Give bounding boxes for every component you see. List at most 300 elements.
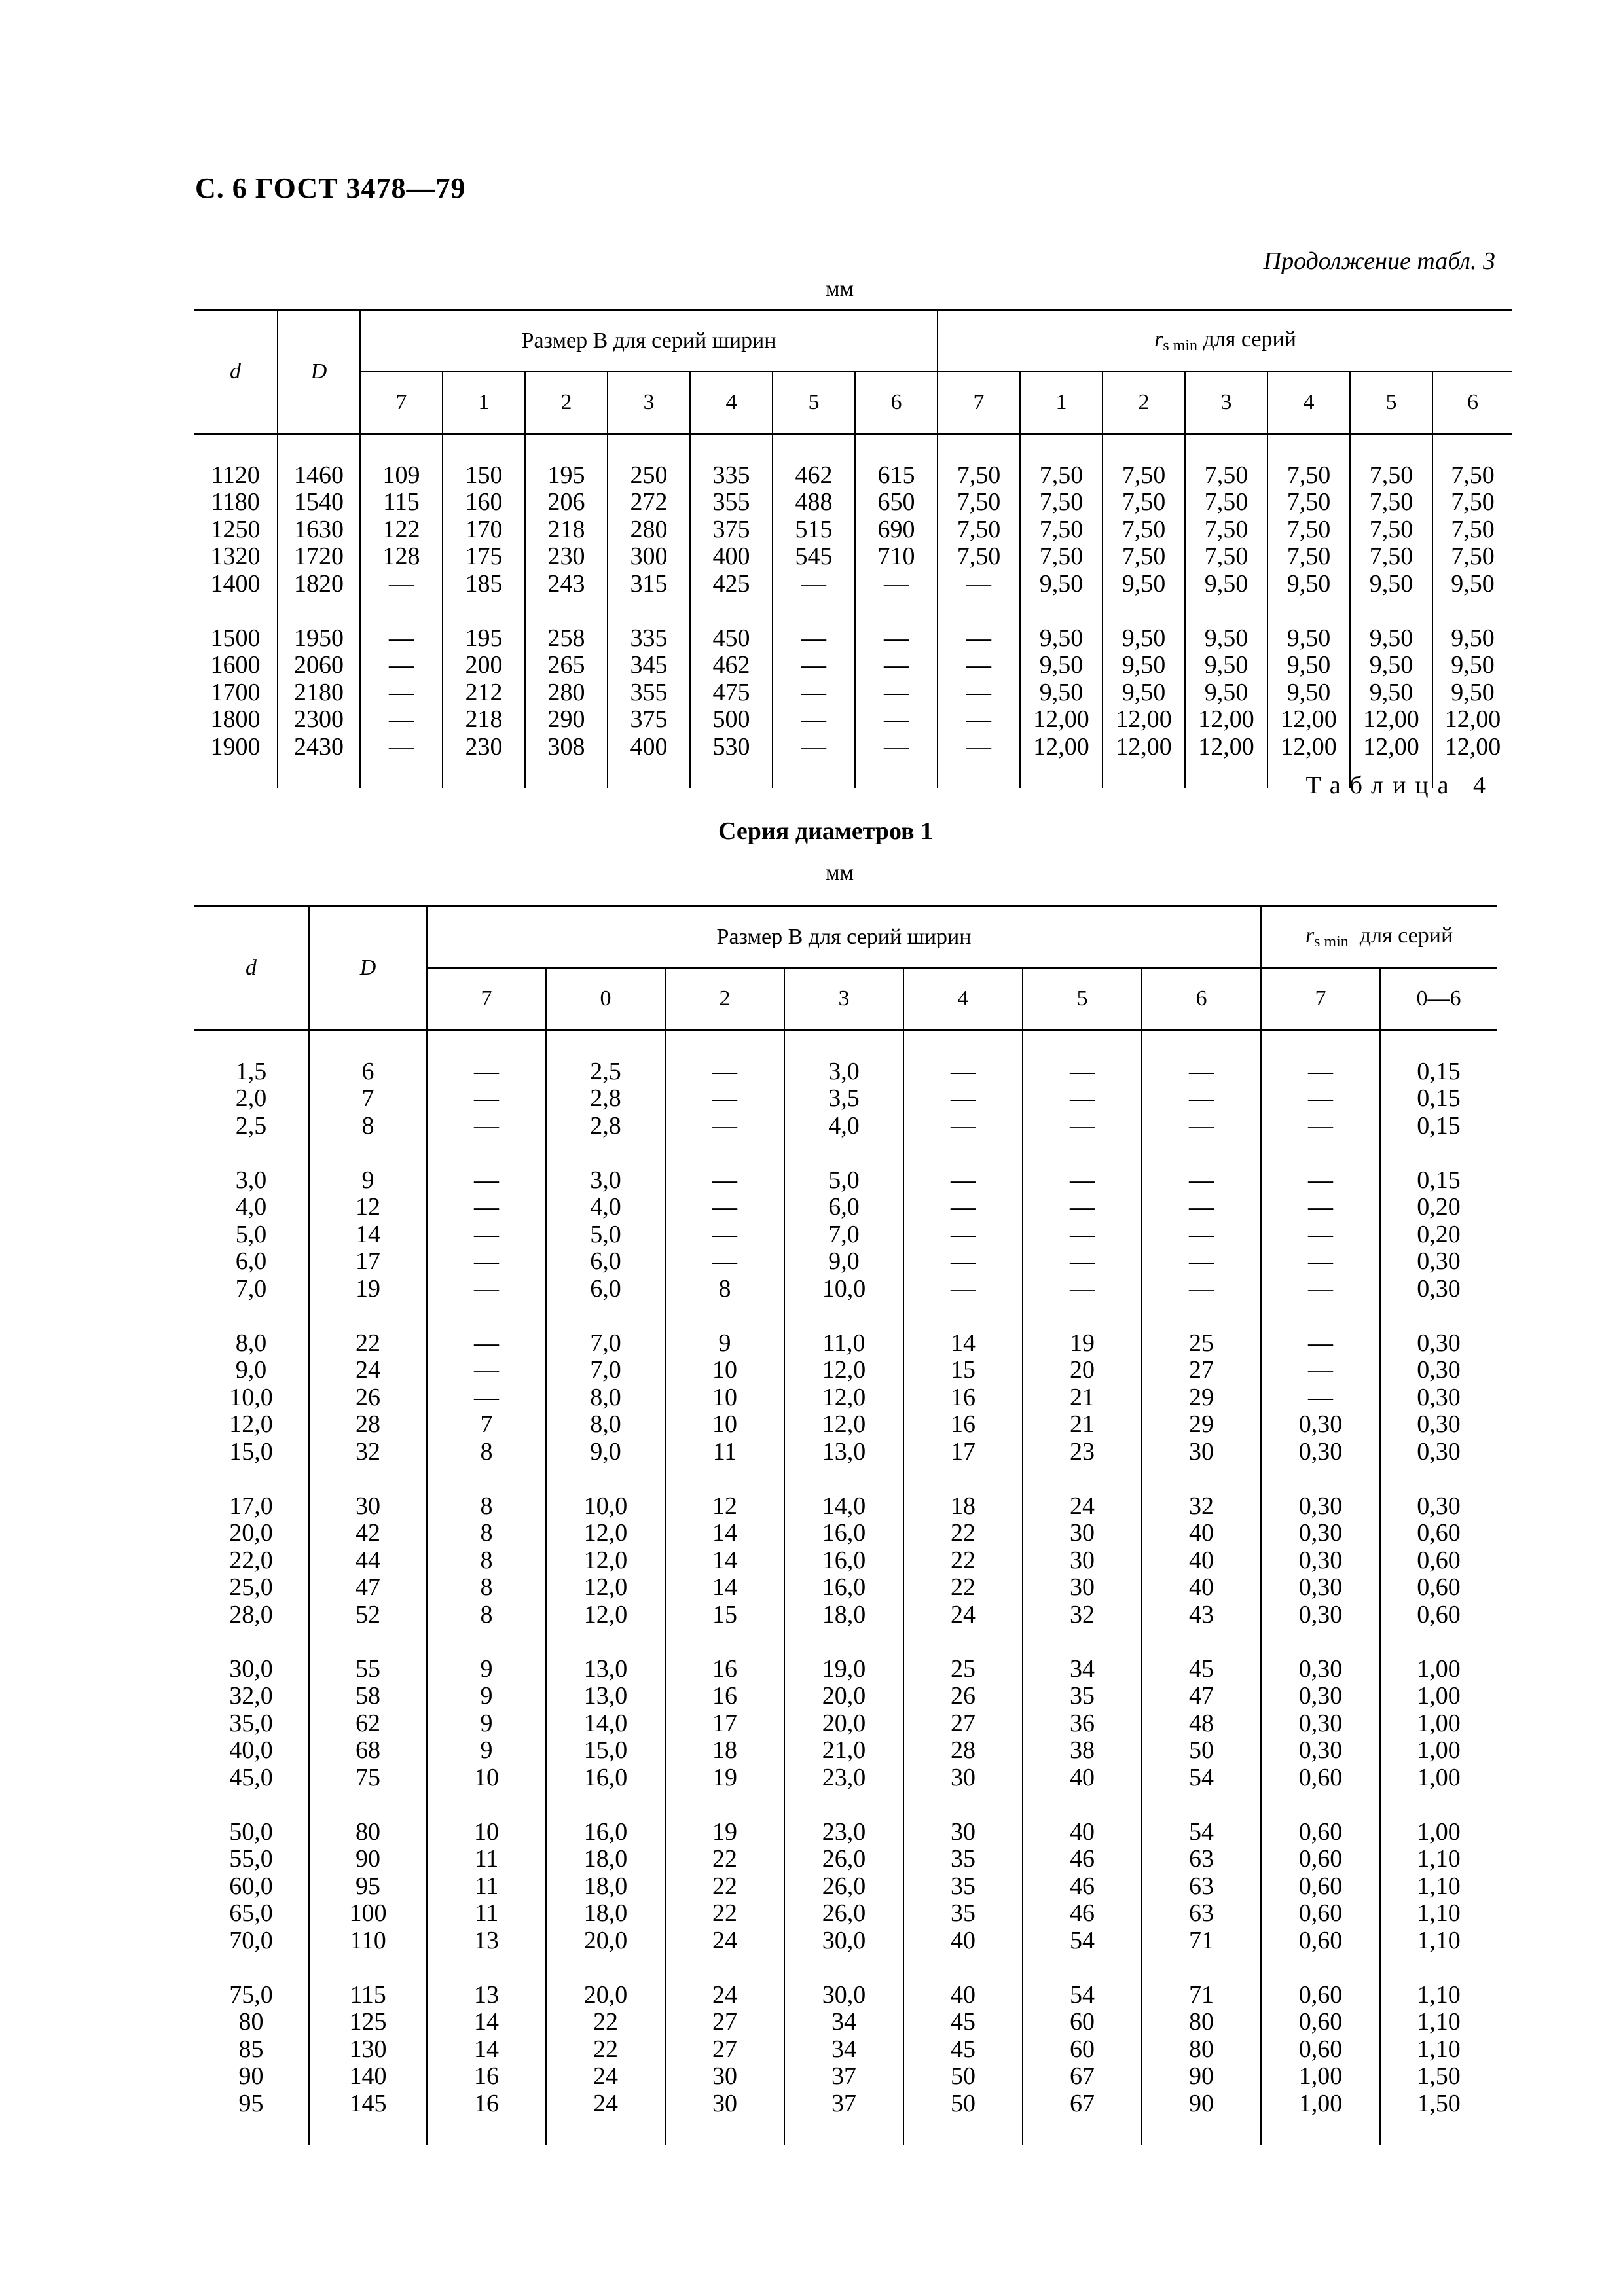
- table-cell: 16,0: [546, 1765, 665, 1792]
- table-cell: 36: [1023, 1710, 1142, 1738]
- table-cell: 7,0: [546, 1330, 665, 1357]
- table-cell: 75: [309, 1765, 427, 1792]
- subheader-r-7: 7: [938, 372, 1020, 434]
- table-cell: 17,0: [229, 1492, 273, 1520]
- table-cell: —: [360, 652, 443, 679]
- table-cell: —: [665, 1058, 784, 1086]
- table-row: [194, 1248, 1497, 1276]
- table-cell: 70,0: [229, 1926, 273, 1954]
- table-cell: 30,0: [229, 1655, 273, 1683]
- table-cell: 14: [903, 1330, 1023, 1357]
- table-cell: 0,30: [1380, 1493, 1497, 1520]
- table-cell: —: [938, 734, 1020, 761]
- table-cell: 0,60: [1380, 1602, 1497, 1629]
- table-cell: 6,0: [784, 1194, 903, 1221]
- table-cell: 3,0: [784, 1058, 903, 1086]
- table-cell: —: [903, 1194, 1023, 1221]
- table-cell: 7,50: [1185, 543, 1267, 571]
- table-cell: 8,0: [235, 1329, 267, 1357]
- table-cell: 12,0: [229, 1410, 273, 1438]
- table-cell: 1180: [211, 488, 260, 516]
- table-cell: 40: [1142, 1547, 1261, 1575]
- table-cell: 7,50: [938, 543, 1020, 571]
- subheader-B-3: 3: [608, 372, 690, 434]
- table-cell: 12,00: [1020, 734, 1103, 761]
- subheader-r-8: 1: [1020, 372, 1103, 434]
- table-cell: 9,50: [1185, 679, 1267, 707]
- table-cell: 1800: [210, 706, 261, 733]
- table-cell: 10,0: [229, 1383, 273, 1411]
- table-cell: 80: [1142, 2009, 1261, 2036]
- table-cell: 400: [690, 543, 773, 571]
- table-cell: —: [427, 1167, 546, 1194]
- table-cell: 0,30: [1261, 1656, 1380, 1683]
- table-cell: 6,0: [546, 1276, 665, 1303]
- table-cell: 7,50: [938, 462, 1020, 490]
- table-cell: 22: [903, 1520, 1023, 1547]
- table-cell: 12,0: [546, 1547, 665, 1575]
- table-cell: 21,0: [784, 1737, 903, 1765]
- table-cell: —: [773, 734, 855, 761]
- table-cell: 0,60: [1261, 1982, 1380, 2009]
- table-cell: 22: [903, 1547, 1023, 1575]
- table-cell: —: [1142, 1248, 1261, 1276]
- subheader-B-0: 7: [427, 968, 546, 1030]
- table-cell: 710: [855, 543, 938, 571]
- table-cell: 90: [1142, 2063, 1261, 2090]
- table-cell: 12,0: [784, 1384, 903, 1412]
- table-cell: 195: [443, 625, 525, 653]
- table-cell: 218: [525, 516, 608, 544]
- table-cell: 0,15: [1380, 1113, 1497, 1140]
- table-cell: 63: [1142, 1846, 1261, 1873]
- subheader-r-9: 2: [1103, 372, 1185, 434]
- table-cell: 140: [309, 2063, 427, 2090]
- table-cell: 25: [1142, 1330, 1261, 1357]
- table-cell: 54: [1142, 1819, 1261, 1846]
- table-cell: 9,50: [1267, 679, 1350, 707]
- table-cell: 25,0: [229, 1573, 273, 1601]
- table-cell: 0,15: [1380, 1085, 1497, 1113]
- table-cell: —: [1261, 1113, 1380, 1140]
- table-cell: 45: [903, 2009, 1023, 2036]
- table-cell: 258: [525, 625, 608, 653]
- table-cell: —: [427, 1384, 546, 1412]
- table-cell: 1400: [210, 569, 261, 598]
- table-cell: 1,00: [1380, 1656, 1497, 1683]
- table-cell: 0,30: [1380, 1330, 1497, 1357]
- table-cell: 8: [427, 1547, 546, 1575]
- table-cell: 22: [665, 1846, 784, 1873]
- table-cell: 1500: [210, 624, 261, 652]
- table-cell: 16: [665, 1656, 784, 1683]
- table-cell: —: [903, 1058, 1023, 1086]
- table-cell: 0,60: [1261, 1846, 1380, 1873]
- table-cell: 35,0: [229, 1709, 273, 1737]
- table-cell: 14: [665, 1520, 784, 1547]
- table-cell: 12,00: [1350, 734, 1432, 761]
- table-cell: 90: [238, 2062, 264, 2090]
- table-cell: 355: [690, 489, 773, 516]
- table-cell: 0,30: [1261, 1411, 1380, 1439]
- table-cell: 22: [546, 2009, 665, 2036]
- table-row: [194, 1982, 1497, 2009]
- table-cell: 10,0: [784, 1276, 903, 1303]
- table-cell: 1950: [278, 625, 360, 653]
- table-cell: 4,0: [784, 1113, 903, 1140]
- table-cell: —: [665, 1248, 784, 1276]
- table-cell: 48: [1142, 1710, 1261, 1738]
- table-cell: 90: [1142, 2090, 1261, 2118]
- table-cell: 8: [309, 1113, 427, 1140]
- table-cell: 0,15: [1380, 1058, 1497, 1086]
- table-cell: 7,50: [1185, 489, 1267, 516]
- table-cell: —: [1261, 1276, 1380, 1303]
- table-cell: 12,0: [546, 1520, 665, 1547]
- table-cell: —: [855, 679, 938, 707]
- table-cell: —: [938, 679, 1020, 707]
- table-cell: 26: [309, 1384, 427, 1412]
- table-cell: 19,0: [784, 1656, 903, 1683]
- table-cell: 37: [784, 2063, 903, 2090]
- table-cell: 9,50: [1185, 625, 1267, 653]
- table-cell: 20,0: [229, 1519, 273, 1547]
- table-cell: 2060: [278, 652, 360, 679]
- table-cell: 0,30: [1380, 1439, 1497, 1466]
- table-cell: 75,0: [229, 1981, 273, 2009]
- table-cell: 0,20: [1380, 1221, 1497, 1249]
- table-cell: —: [1261, 1194, 1380, 1221]
- table-cell: 26,0: [784, 1846, 903, 1873]
- table-row: [194, 462, 1512, 490]
- table-cell: 30: [665, 2063, 784, 2090]
- table-cell: 212: [443, 679, 525, 707]
- table-cell: 16,0: [784, 1574, 903, 1602]
- table-cell: 16: [665, 1683, 784, 1710]
- table-cell: 24: [903, 1602, 1023, 1629]
- table-cell: 7,0: [546, 1357, 665, 1384]
- table-cell: 515: [773, 516, 855, 544]
- table-cell: 9,50: [1350, 625, 1432, 653]
- table-cell: —: [903, 1276, 1023, 1303]
- table-cell: 12,0: [784, 1357, 903, 1384]
- table-cell: 21: [1023, 1411, 1142, 1439]
- table-cell: 12,00: [1432, 734, 1512, 761]
- table-row: [194, 1547, 1497, 1575]
- table-cell: 18,0: [546, 1900, 665, 1928]
- table-cell: 11: [427, 1873, 546, 1901]
- table-cell: 122: [360, 516, 443, 544]
- table-cell: —: [427, 1248, 546, 1276]
- table-cell: 1,50: [1380, 2063, 1497, 2090]
- table-cell: 488: [773, 489, 855, 516]
- table-cell: 8: [665, 1276, 784, 1303]
- table-row: [194, 2036, 1497, 2064]
- table-cell: 27: [903, 1710, 1023, 1738]
- table-cell: 46: [1023, 1900, 1142, 1928]
- table-cell: 290: [525, 706, 608, 734]
- col-group-r-series: $r_{s min}$ для серий: [1261, 906, 1497, 969]
- table-cell: 7,50: [1267, 516, 1350, 544]
- table-cell: 8: [427, 1602, 546, 1629]
- table-cell: 15,0: [229, 1437, 273, 1465]
- table-cell: 11,0: [784, 1330, 903, 1357]
- table-row: [194, 543, 1512, 571]
- table-cell: 0,30: [1380, 1276, 1497, 1303]
- table-cell: 2180: [278, 679, 360, 707]
- table-cell: 0,30: [1261, 1602, 1380, 1629]
- table-cell: —: [1261, 1357, 1380, 1384]
- table-cell: 24: [309, 1357, 427, 1384]
- table-cell: 40: [1023, 1765, 1142, 1792]
- table-cell: 20,0: [546, 1982, 665, 2009]
- table-cell: 335: [690, 462, 773, 490]
- table-cell: 185: [443, 571, 525, 598]
- table-cell: —: [665, 1167, 784, 1194]
- table-cell: 160: [443, 489, 525, 516]
- table-cell: —: [1023, 1248, 1142, 1276]
- table-cell: 345: [608, 652, 690, 679]
- table-cell: 1,10: [1380, 1928, 1497, 1955]
- table-cell: 11: [665, 1439, 784, 1466]
- table-cell: 1,00: [1380, 1683, 1497, 1710]
- table-cell: 71: [1142, 1928, 1261, 1955]
- table-cell: 9,50: [1432, 571, 1512, 598]
- table-cell: 4,0: [235, 1193, 267, 1221]
- table-cell: 12,00: [1267, 706, 1350, 734]
- table-cell: 7,50: [1267, 543, 1350, 571]
- table-cell: 22: [665, 1873, 784, 1901]
- table-cell: 18: [665, 1737, 784, 1765]
- subheader-B-0: 7: [360, 372, 443, 434]
- table-cell: 2,5: [235, 1111, 267, 1139]
- table-cell: 9,50: [1103, 625, 1185, 653]
- table-cell: 71: [1142, 1982, 1261, 2009]
- table-cell: —: [665, 1194, 784, 1221]
- table-cell: 54: [1023, 1928, 1142, 1955]
- table-cell: 206: [525, 489, 608, 516]
- table-cell: 115: [360, 489, 443, 516]
- table-cell: 9,50: [1350, 571, 1432, 598]
- table-row: [194, 1085, 1497, 1113]
- table-cell: 13,0: [546, 1683, 665, 1710]
- table-cell: 19: [665, 1765, 784, 1792]
- table-cell: —: [665, 1221, 784, 1249]
- table-cell: 9,50: [1020, 679, 1103, 707]
- table-cell: 195: [525, 462, 608, 490]
- table-4: [194, 905, 1497, 2145]
- table-row: [194, 1574, 1497, 1602]
- table-cell: 9,0: [546, 1439, 665, 1466]
- table-cell: 10: [665, 1384, 784, 1412]
- subheader-r-8: 0—6: [1380, 968, 1497, 1030]
- table-cell: 1,10: [1380, 1900, 1497, 1928]
- table-cell: 3,5: [784, 1085, 903, 1113]
- table-cell: —: [855, 652, 938, 679]
- table-cell: 24: [665, 1928, 784, 1955]
- table-cell: 1820: [278, 571, 360, 598]
- table-cell: —: [1261, 1384, 1380, 1412]
- table-cell: 2,8: [546, 1085, 665, 1113]
- table-cell: 22: [309, 1330, 427, 1357]
- table-cell: 308: [525, 734, 608, 761]
- table-cell: 7,50: [1350, 462, 1432, 490]
- table-cell: 145: [309, 2090, 427, 2118]
- table-cell: 55,0: [229, 1845, 273, 1873]
- table-cell: 150: [443, 462, 525, 490]
- subheader-r-7: 7: [1261, 968, 1380, 1030]
- table-cell: 12,00: [1103, 734, 1185, 761]
- table-cell: 355: [608, 679, 690, 707]
- table-cell: —: [360, 679, 443, 707]
- table-cell: 9,50: [1185, 652, 1267, 679]
- table-cell: 5,0: [546, 1221, 665, 1249]
- table-cell: 9,0: [784, 1248, 903, 1276]
- table-cell: 22: [546, 2036, 665, 2064]
- table-cell: —: [360, 625, 443, 653]
- subheader-B-5: 5: [773, 372, 855, 434]
- table-cell: 475: [690, 679, 773, 707]
- table-cell: 530: [690, 734, 773, 761]
- table-cell: 280: [525, 679, 608, 707]
- table-cell: 0,30: [1380, 1357, 1497, 1384]
- table-cell: 9: [427, 1737, 546, 1765]
- table-cell: 43: [1142, 1602, 1261, 1629]
- table-cell: 37: [784, 2090, 903, 2118]
- table-cell: —: [903, 1085, 1023, 1113]
- table-cell: —: [1142, 1221, 1261, 1249]
- table-cell: 9,50: [1432, 652, 1512, 679]
- table-cell: 13: [427, 1928, 546, 1955]
- table-cell: 0,60: [1261, 1900, 1380, 1928]
- table-cell: 23: [1023, 1439, 1142, 1466]
- table-cell: 62: [309, 1710, 427, 1738]
- table-cell: 7,50: [1432, 462, 1512, 490]
- table-cell: 52: [309, 1602, 427, 1629]
- table-row: [194, 1493, 1497, 1520]
- table-row: [194, 1221, 1497, 1249]
- table-cell: 12,00: [1185, 706, 1267, 734]
- table-cell: 265: [525, 652, 608, 679]
- table-4-subtitle: Серия диаметров 1: [718, 817, 934, 845]
- table-cell: 24: [546, 2063, 665, 2090]
- table-cell: —: [1142, 1194, 1261, 1221]
- table-cell: 20,0: [784, 1710, 903, 1738]
- table-cell: 230: [525, 543, 608, 571]
- table-cell: —: [1023, 1085, 1142, 1113]
- table-cell: 32: [1023, 1602, 1142, 1629]
- table-cell: 462: [690, 652, 773, 679]
- table-cell: 50: [903, 2090, 1023, 2118]
- table-cell: 0,30: [1380, 1411, 1497, 1439]
- table-cell: 9,50: [1020, 571, 1103, 598]
- subheader-r-10: 3: [1185, 372, 1267, 434]
- table-cell: 2430: [278, 734, 360, 761]
- table-cell: 28,0: [229, 1600, 273, 1628]
- table-row: [194, 1656, 1497, 1683]
- table-cell: 7,50: [1103, 489, 1185, 516]
- table-cell: 63: [1142, 1873, 1261, 1901]
- col-group-width-series: Размер B для серий ширин: [427, 906, 1261, 969]
- table-cell: 1,00: [1261, 2063, 1380, 2090]
- table-cell: 1,5: [235, 1057, 267, 1085]
- table-cell: 22,0: [229, 1546, 273, 1574]
- table-cell: 650: [855, 489, 938, 516]
- table-cell: 17: [903, 1439, 1023, 1466]
- table-cell: 13: [427, 1982, 546, 2009]
- table-cell: 35: [903, 1846, 1023, 1873]
- table-cell: 425: [690, 571, 773, 598]
- table-cell: 0,60: [1261, 1928, 1380, 1955]
- table-cell: 34: [1023, 1656, 1142, 1683]
- table-cell: 47: [309, 1574, 427, 1602]
- table-cell: 67: [1023, 2090, 1142, 2118]
- table-cell: 7,50: [1020, 462, 1103, 490]
- table-cell: —: [1261, 1221, 1380, 1249]
- table-row: [194, 571, 1512, 598]
- table-cell: 7,50: [1267, 489, 1350, 516]
- table-cell: 19: [1023, 1330, 1142, 1357]
- table-cell: 8: [427, 1574, 546, 1602]
- subheader-B-1: 1: [443, 372, 525, 434]
- table-row: [194, 1602, 1497, 1629]
- table-cell: 1120: [211, 461, 260, 489]
- table-row: [194, 706, 1512, 734]
- table-cell: 50: [903, 2063, 1023, 2090]
- subheader-B-1: 0: [546, 968, 665, 1030]
- table-cell: 26,0: [784, 1873, 903, 1901]
- table-cell: 230: [443, 734, 525, 761]
- table-cell: 14: [665, 1574, 784, 1602]
- col-group-width-series: Размер B для серий ширин: [360, 310, 938, 372]
- table-cell: 280: [608, 516, 690, 544]
- table-cell: 60: [1023, 2036, 1142, 2064]
- table-row: [194, 1846, 1497, 1873]
- table-cell: 18,0: [546, 1873, 665, 1901]
- table-row: [194, 1439, 1497, 1466]
- table-cell: 12,0: [784, 1411, 903, 1439]
- subheader-B-4: 4: [690, 372, 773, 434]
- col-header-d: d: [194, 310, 278, 434]
- table-cell: 9,50: [1020, 652, 1103, 679]
- table-cell: —: [903, 1248, 1023, 1276]
- table-cell: 5,0: [235, 1220, 267, 1248]
- subheader-B-3: 3: [784, 968, 903, 1030]
- table-cell: 30: [309, 1493, 427, 1520]
- table-cell: 18,0: [784, 1602, 903, 1629]
- table-cell: 16,0: [784, 1547, 903, 1575]
- table-cell: 21: [1023, 1384, 1142, 1412]
- table-cell: 11: [427, 1846, 546, 1873]
- table-cell: 25: [903, 1656, 1023, 1683]
- table-cell: 32,0: [229, 1682, 273, 1710]
- table-cell: 15: [665, 1602, 784, 1629]
- table-cell: 46: [1023, 1846, 1142, 1873]
- table-cell: —: [855, 625, 938, 653]
- table-cell: —: [360, 706, 443, 734]
- table-cell: 7: [427, 1411, 546, 1439]
- table-cell: 8,0: [546, 1411, 665, 1439]
- table-cell: 7,50: [1350, 543, 1432, 571]
- page-title: С. 6 ГОСТ 3478—79: [195, 172, 466, 204]
- subheader-B-5: 5: [1023, 968, 1142, 1030]
- subheader-r-12: 5: [1350, 372, 1432, 434]
- table-cell: 45,0: [229, 1763, 273, 1791]
- table-cell: 9,50: [1267, 652, 1350, 679]
- table-cell: 30: [1142, 1439, 1261, 1466]
- table-row: [194, 1928, 1497, 1955]
- table-cell: 2,5: [546, 1058, 665, 1086]
